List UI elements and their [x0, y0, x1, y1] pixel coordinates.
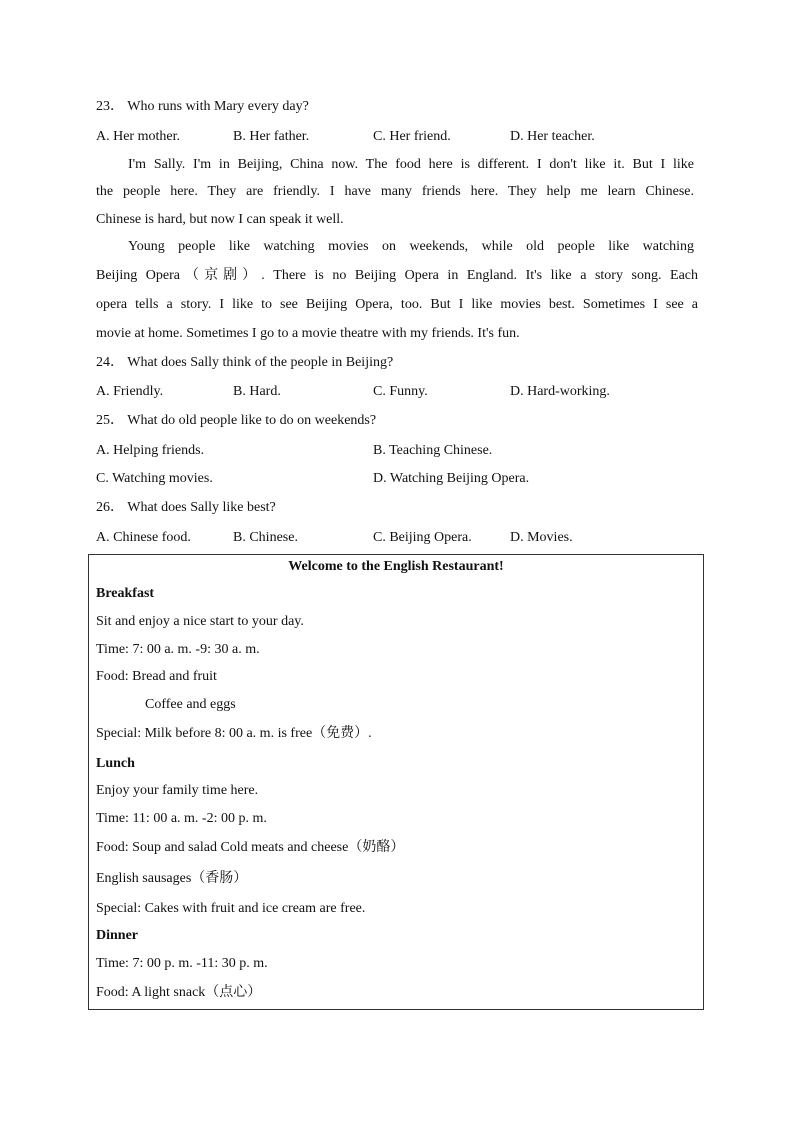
q23-option-d: D. Her teacher. — [510, 129, 595, 144]
passage-line: the people here. They are friendly. I have many friends here. They help me learn Chinese. — [96, 184, 694, 199]
lunch-intro: Enjoy your family time here. — [96, 783, 259, 798]
q23-option-b: B. Her father. — [233, 129, 310, 144]
question-23: 23． Who runs with Mary every day? — [96, 99, 309, 114]
q24-option-c: C. Funny. — [373, 384, 428, 399]
q26-option-c: C. Beijing Opera. — [373, 530, 472, 545]
lunch-food: Food: Soup and salad Cold meats and cheese（奶酪） — [96, 840, 405, 855]
breakfast-food: Food: Bread and fruit — [96, 669, 217, 684]
q24-option-b: B. Hard. — [233, 384, 281, 399]
passage-line: movie at home. Sometimes I go to a movie theatre with my friends. It's fun. — [96, 326, 520, 341]
lunch-food-2: English sausages（香肠） — [96, 871, 248, 886]
q24-option-d: D. Hard-working. — [510, 384, 610, 399]
dinner-heading: Dinner — [96, 928, 138, 943]
q25-option-a: A. Helping friends. — [96, 443, 205, 458]
breakfast-time: Time: 7: 00 a. m. -9: 30 a. m. — [96, 642, 260, 657]
q24-option-a: A. Friendly. — [96, 384, 164, 399]
question-25: 25． What do old people like to do on weekends? — [96, 413, 377, 428]
restaurant-menu-box — [88, 554, 704, 1010]
q23-option-a: A. Her mother. — [96, 129, 180, 144]
menu-title: Welcome to the English Restaurant! — [288, 559, 504, 574]
breakfast-food-2: Coffee and eggs — [145, 697, 236, 712]
passage-line: Beijing Opera（京剧）. There is no Beijing Opera in England. It's like a story song. Each — [96, 268, 698, 283]
breakfast-intro: Sit and enjoy a nice start to your day. — [96, 614, 304, 629]
passage-line: Chinese is hard, but now I can speak it well. — [96, 212, 344, 227]
q25-option-b: B. Teaching Chinese. — [373, 443, 493, 458]
lunch-time: Time: 11: 00 a. m. -2: 00 p. m. — [96, 811, 267, 826]
q23-option-c: C. Her friend. — [373, 129, 451, 144]
passage-line: Young people like watching movies on weekends, while old people like watching — [128, 239, 694, 254]
q26-option-a: A. Chinese food. — [96, 530, 191, 545]
dinner-time: Time: 7: 00 p. m. -11: 30 p. m. — [96, 956, 268, 971]
q26-option-d: D. Movies. — [510, 530, 573, 545]
question-24: 24． What does Sally think of the people in Beijing? — [96, 355, 394, 370]
passage-line: I'm Sally. I'm in Beijing, China now. The food here is different. I don't like it. But I like — [128, 157, 694, 172]
q25-option-c: C. Watching movies. — [96, 471, 213, 486]
passage-line: opera tells a story. I like to see Beijing Opera, too. But I like movies best. Sometimes I see a — [96, 297, 698, 312]
dinner-food: Food: A light snack（点心） — [96, 985, 262, 1000]
question-26: 26． What does Sally like best? — [96, 500, 276, 515]
q26-option-b: B. Chinese. — [233, 530, 298, 545]
lunch-heading: Lunch — [96, 756, 135, 771]
q25-option-d: D. Watching Beijing Opera. — [373, 471, 530, 486]
lunch-special: Special: Cakes with fruit and ice cream are free. — [96, 901, 366, 916]
breakfast-special: Special: Milk before 8: 00 a. m. is free（免费）. — [96, 726, 372, 741]
breakfast-heading: Breakfast — [96, 586, 155, 601]
